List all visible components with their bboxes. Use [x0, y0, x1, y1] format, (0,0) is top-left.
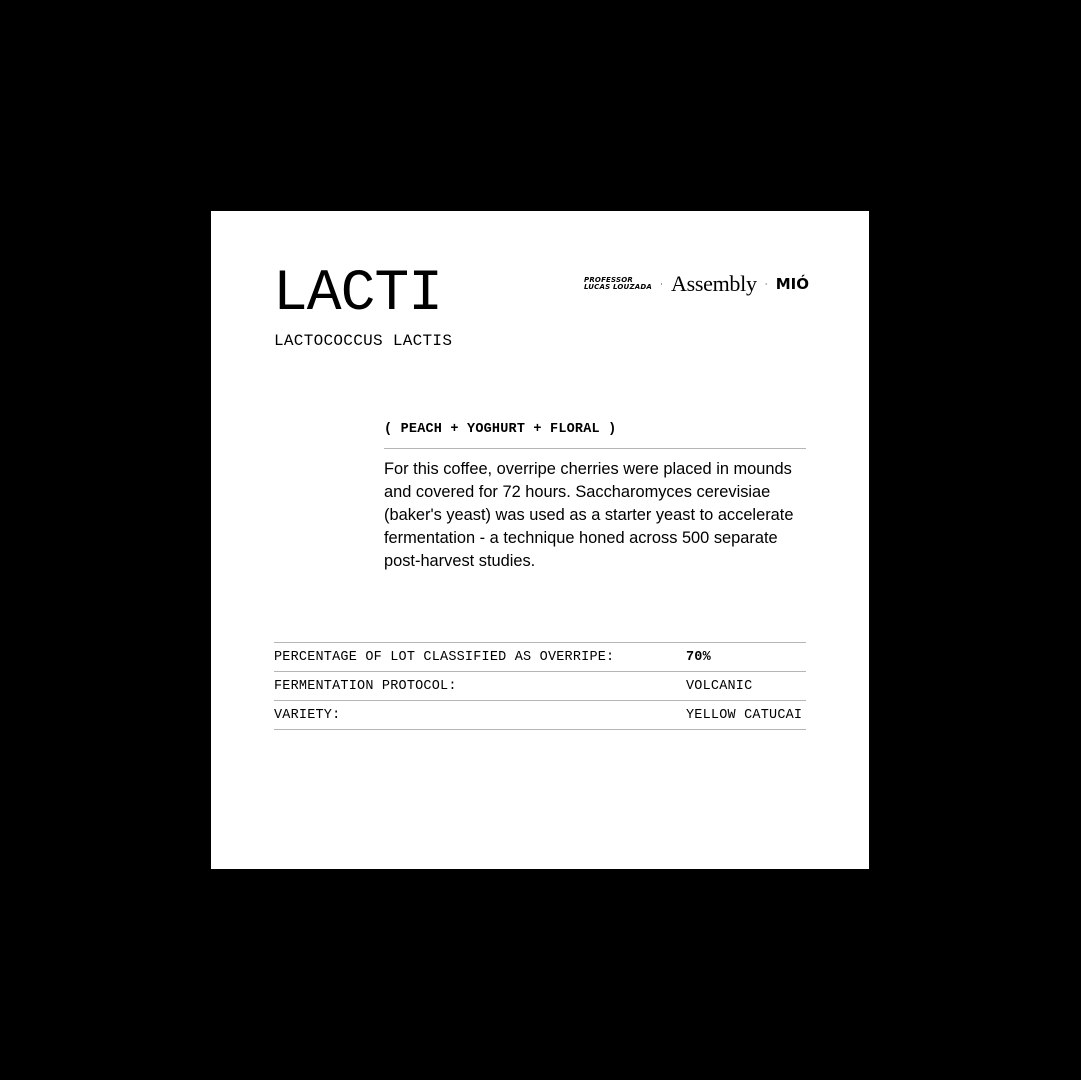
product-subtitle: LACTOCOCCUS LACTIS — [274, 332, 453, 350]
notes-divider — [384, 448, 806, 449]
professor-logo-line1: PROFESSOR — [584, 276, 634, 284]
assembly-logo: Assembly — [671, 271, 757, 296]
spec-row-fermentation — [274, 672, 806, 701]
spec-row-variety — [274, 701, 806, 730]
spec-label: FERMENTATION PROTOCOL: — [274, 678, 457, 694]
professor-logo — [584, 277, 652, 291]
logo-separator: · — [764, 279, 768, 289]
spec-value: 70% — [686, 649, 711, 665]
process-description: For this coffee, overripe cherries were placed in mounds and covered for 72 hours. Saccharomyces cerevisiae (baker's yeast) was used as a starter yeast to accelerate fermentation - a technique honed across 500 separate post-harvest studies. — [384, 460, 794, 570]
logo-separator: · — [660, 279, 663, 289]
spec-row-overripe — [274, 643, 806, 672]
brand-logos — [584, 269, 809, 299]
tasting-notes: ( PEACH + YOGHURT + FLORAL ) — [384, 422, 617, 437]
spec-value: VOLCANIC — [686, 678, 753, 694]
specs-table — [274, 642, 806, 730]
mio-logo: MIÓ — [775, 275, 809, 293]
professor-logo-line2: LUCAS LOUZADA — [584, 283, 652, 291]
product-title: LACTI — [273, 262, 443, 327]
spec-value: YELLOW CATUCAI — [686, 707, 803, 723]
spec-label: PERCENTAGE OF LOT CLASSIFIED AS OVERRIPE: — [274, 649, 615, 665]
spec-label: VARIETY: — [274, 707, 341, 723]
product-card — [211, 211, 869, 869]
